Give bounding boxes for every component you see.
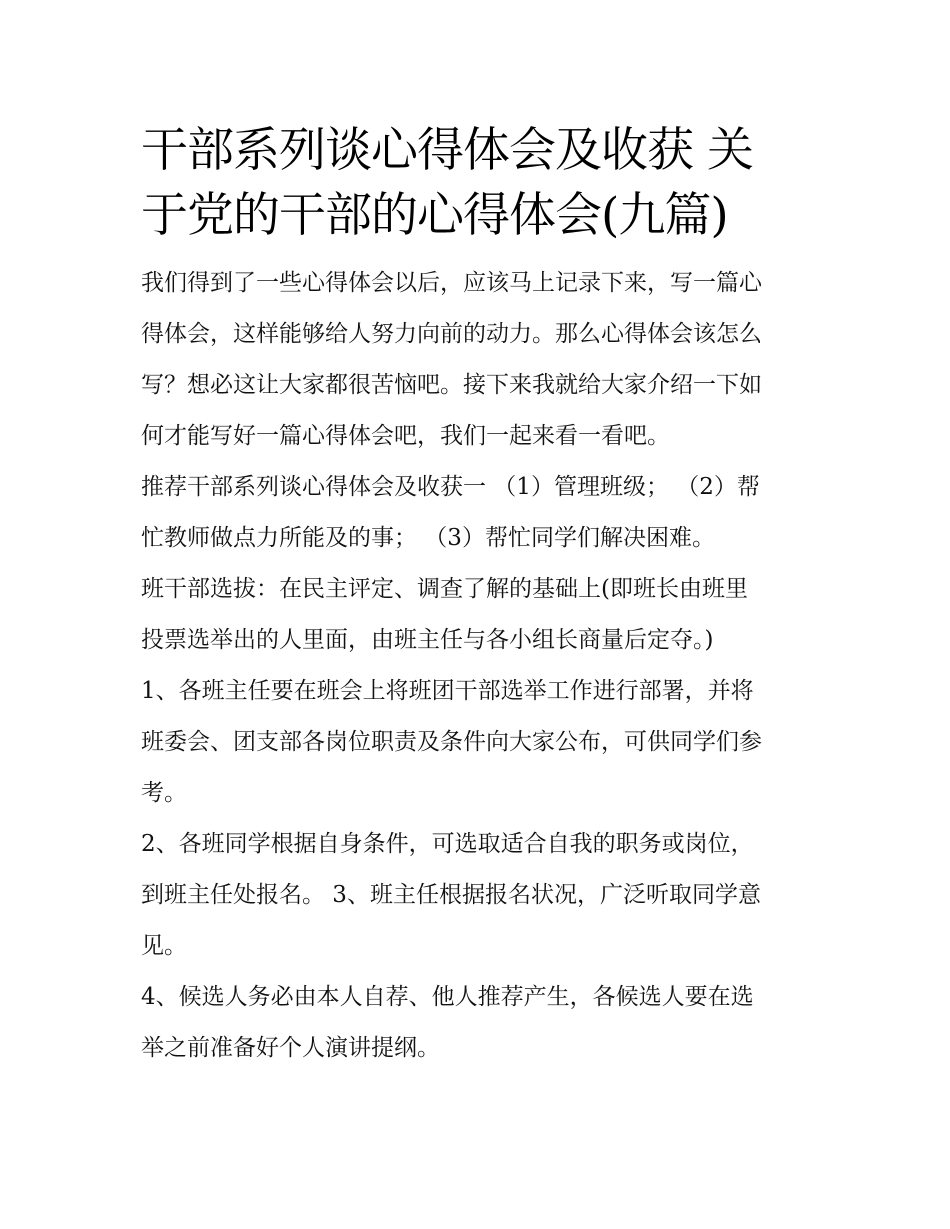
paragraph-step-4 bbox=[141, 972, 813, 1074]
paragraph-line: 1、各班主任要在班会上将班团干部选举工作进行部署，并将 bbox=[141, 678, 754, 704]
paragraph-line: 2、各班同学根据自身条件，可选取适合自我的职务或岗位， bbox=[141, 831, 754, 857]
document-body bbox=[141, 258, 813, 1074]
paragraph-step-2-3 bbox=[141, 819, 813, 972]
paragraph-recommend bbox=[141, 462, 813, 564]
paragraph-selection bbox=[141, 564, 813, 666]
paragraph-line: 考。 bbox=[141, 780, 187, 806]
paragraph-line: 班委会、团支部各岗位职责及条件向大家公布，可供同学们参 bbox=[141, 729, 762, 755]
paragraph-line: 得体会，这样能够给人努力向前的动力。那么心得体会该怎么 bbox=[141, 321, 762, 347]
paragraph-step-1 bbox=[141, 666, 813, 819]
paragraph-line: 举之前准备好个人演讲提纲。 bbox=[141, 1035, 440, 1061]
paragraph-line: 忙教师做点力所能及的事； （3）帮忙同学们解决困难。 bbox=[141, 525, 715, 551]
title-line-1: 干部系列谈心得体会及收获 关 bbox=[141, 123, 753, 178]
paragraph-line: 何才能写好一篇心得体会吧，我们一起来看一看吧。 bbox=[141, 423, 670, 449]
paragraph-line: 投票选举出的人里面，由班主任与各小组长商量后定夺。) bbox=[141, 627, 714, 653]
document-content bbox=[141, 118, 813, 1074]
paragraph-line: 见。 bbox=[141, 933, 187, 959]
paragraph-line: 写？想必这让大家都很苦恼吧。接下来我就给大家介绍一下如 bbox=[141, 372, 762, 398]
paragraph-intro bbox=[141, 258, 813, 462]
paragraph-line: 4、候选人务必由本人自荐、他人推荐产生，各候选人要在选 bbox=[141, 984, 754, 1010]
paragraph-line: 我们得到了一些心得体会以后，应该马上记录下来，写一篇心 bbox=[141, 270, 762, 296]
paragraph-line: 推荐干部系列谈心得体会及收获一 （1）管理班级； （2）帮 bbox=[141, 474, 760, 500]
document-title bbox=[141, 118, 813, 248]
paragraph-line: 班干部选拔：在民主评定、调查了解的基础上(即班长由班里 bbox=[141, 576, 748, 602]
paragraph-line: 到班主任处报名。 3、班主任根据报名状况，广泛听取同学意 bbox=[141, 882, 761, 908]
title-line-2: 于党的干部的心得体会(九篇) bbox=[141, 188, 728, 243]
